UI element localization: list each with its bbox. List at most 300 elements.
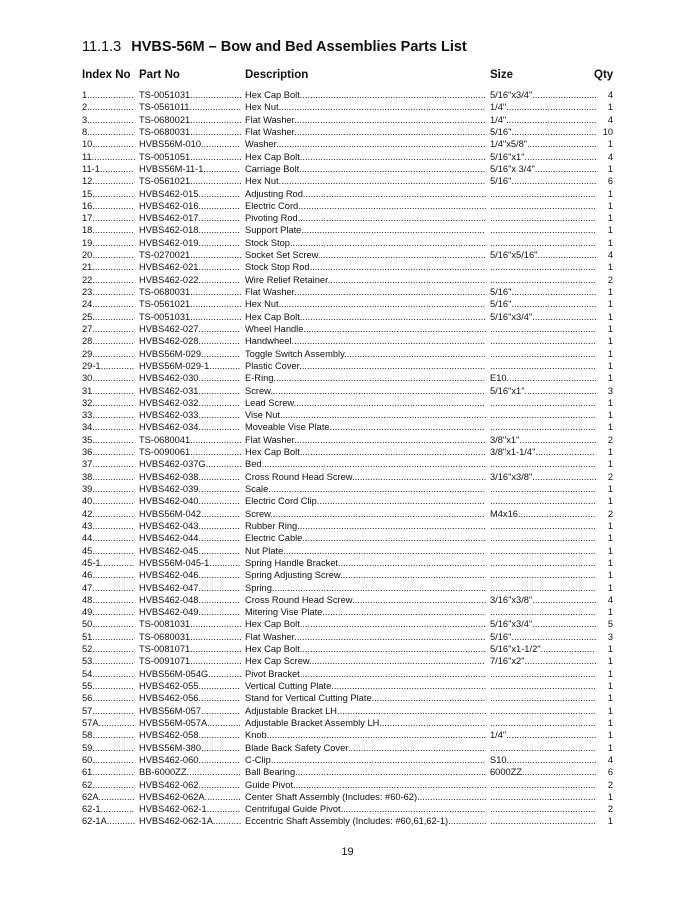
index-cell: 61................ [82, 767, 134, 778]
part-no-cell: HVBS462-033................ [139, 410, 240, 421]
section-number: 11.1.3 [82, 39, 122, 55]
part-no-cell: HVBS462-055................ [139, 681, 240, 691]
table-row [0, 212, 695, 224]
size-cell: ......................................... [490, 570, 596, 581]
part-no-cell: HVBS462-022................ [139, 274, 240, 285]
qty-cell: 1 [607, 299, 613, 310]
index-cell: 51................ [82, 631, 134, 642]
qty-cell: 1 [607, 520, 613, 531]
qty-cell: 2 [607, 508, 613, 519]
column-header-part-no: Part No [139, 69, 180, 81]
qty-cell: 1 [607, 644, 613, 655]
description-cell: E-Ring.................................................................................. [245, 373, 486, 384]
part-no-cell: HVBS462-044................ [139, 533, 240, 544]
part-no-cell: HVBS462-040................ [139, 496, 240, 507]
qty-cell: 1 [607, 705, 613, 716]
qty-cell: 3 [607, 385, 613, 396]
index-cell: 24................ [82, 299, 134, 310]
description-cell: Eccentric Shaft Assembly (Includes: #60,61,62-1)............... [245, 816, 487, 827]
description-cell: Centrifugal Guide Pivot........................................................ [245, 804, 486, 815]
part-no-cell: TS-0561021.................... [139, 176, 242, 187]
part-no-cell: HVBS462-034................ [139, 422, 240, 433]
description-cell: Adjusting Rod....................................................................... [245, 188, 487, 199]
size-cell: ......................................... [490, 422, 596, 433]
column-header-index: Index No [82, 69, 131, 81]
size-cell: 1/4"................................... [490, 730, 597, 741]
table-row [0, 151, 695, 163]
size-cell: M4x16.............................. [490, 508, 596, 519]
part-no-cell: HVBS462-043................ [139, 520, 240, 531]
description-cell: Hex Cap Bolt........................................................................ [245, 90, 486, 100]
table-row [0, 495, 695, 507]
column-header-qty: Qty [594, 69, 614, 81]
qty-cell: 1 [607, 262, 613, 273]
part-no-cell: TS-0561011.................... [139, 102, 242, 113]
description-cell: Vise Nut................................................................................ [245, 410, 487, 421]
size-cell: ......................................... [490, 323, 596, 334]
index-cell: 37................ [82, 459, 134, 470]
index-cell: 46................ [82, 570, 134, 581]
table-row [0, 249, 695, 261]
index-cell: 48................ [82, 594, 134, 605]
qty-cell: 6 [607, 176, 613, 187]
part-no-cell: HVBS56M-029............... [139, 348, 240, 359]
size-cell: ......................................... [490, 705, 596, 716]
table-row [0, 557, 695, 569]
description-cell: Mitering Vise Plate............................................................... [245, 607, 486, 618]
part-no-cell: TS-0680031.................... [139, 126, 242, 137]
table-row [0, 717, 695, 729]
part-no-cell: HVBS56M-057............... [139, 705, 240, 716]
size-cell: ......................................... [490, 582, 596, 593]
table-row [0, 655, 695, 667]
table-row [0, 815, 695, 827]
qty-cell: 1 [607, 557, 613, 568]
part-no-cell: HVBS462-062-1............. [139, 804, 241, 815]
qty-cell: 3 [607, 631, 613, 642]
description-cell: Flat Washer.......................................................................... [245, 434, 486, 445]
description-cell: Screw................................................................................... [245, 508, 485, 519]
part-no-cell: BB-6000ZZ..................... [139, 767, 241, 778]
description-cell: Hex Cap Bolt........................................................................ [245, 447, 486, 458]
part-no-cell: HVBS462-017................ [139, 213, 240, 224]
description-cell: Flat Washer.......................................................................... [245, 287, 486, 297]
index-cell: 38................ [82, 471, 134, 482]
size-cell: ......................................... [490, 237, 596, 248]
description-cell: Stock Stop Rod.................................................................... [245, 262, 486, 273]
table-row [0, 779, 695, 791]
qty-cell: 2 [607, 804, 613, 815]
table-row [0, 680, 695, 692]
column-header-size: Size [490, 69, 514, 81]
size-cell: ......................................... [490, 188, 596, 199]
size-cell: ......................................... [490, 213, 596, 224]
table-row [0, 483, 695, 495]
table-row [0, 237, 695, 249]
description-cell: Cross Round Head Screw.................................................... [245, 594, 487, 605]
qty-cell: 1 [607, 163, 613, 174]
index-cell: 30................ [82, 373, 134, 384]
size-cell: 5/16"x1"............................ [490, 385, 597, 396]
description-cell: Pivoting Rod......................................................................... [245, 213, 487, 224]
description-cell: Nut Plate.............................................................................. [245, 545, 485, 556]
table-row [0, 458, 695, 470]
table-row [0, 323, 695, 335]
qty-cell: 1 [607, 447, 613, 458]
part-no-cell: HVBS462-019................ [139, 237, 240, 248]
qty-cell: 1 [607, 373, 613, 384]
description-cell: Plastic Cover........................................................................ [245, 360, 486, 371]
table-row [0, 286, 695, 298]
index-cell: 16................ [82, 200, 134, 211]
index-cell: 33................ [82, 410, 134, 421]
table-row [0, 421, 695, 433]
size-cell: 1/4"x5/8"........................... [490, 139, 597, 150]
table-row [0, 532, 695, 544]
size-cell: 3/8"x1-1/4"....................... [490, 447, 595, 458]
description-cell: Cross Round Head Screw.................................................... [245, 471, 487, 482]
qty-cell: 4 [607, 250, 613, 261]
table-row [0, 705, 695, 717]
qty-cell: 10 [602, 126, 613, 137]
index-cell: 45................ [82, 545, 134, 556]
table-row [0, 372, 695, 384]
qty-cell: 1 [607, 681, 613, 691]
index-cell: 43................ [82, 520, 134, 531]
table-row [0, 434, 695, 446]
size-cell: ......................................... [490, 717, 596, 728]
description-cell: Hex Cap Bolt........................................................................ [245, 619, 486, 630]
index-cell: 62-1A........... [82, 816, 136, 827]
description-cell: Flat Washer.......................................................................... [245, 126, 486, 137]
description-cell: Washer................................................................................. [245, 139, 486, 150]
part-no-cell: HVBS462-027................ [139, 323, 240, 334]
index-cell: 12................ [82, 176, 134, 187]
index-cell: 29-1............. [82, 360, 135, 371]
index-cell: 47................ [82, 582, 134, 593]
index-cell: 29................ [82, 348, 134, 359]
qty-cell: 1 [607, 533, 613, 544]
part-no-cell: HVBS462-046................ [139, 570, 240, 581]
index-cell: 25................ [82, 311, 134, 322]
description-cell: Adjustable Bracket Assembly LH......................................... [245, 717, 486, 728]
size-cell: ......................................... [490, 668, 596, 679]
size-cell: ......................................... [490, 200, 596, 211]
qty-cell: 1 [607, 496, 613, 507]
index-cell: 22................ [82, 274, 134, 285]
qty-cell: 4 [607, 594, 613, 605]
size-cell: 5/16"................................. [490, 287, 597, 297]
index-cell: 21................ [82, 262, 134, 273]
description-cell: Spring Adjusting Screw........................................................ [245, 570, 485, 581]
section-heading [82, 39, 467, 55]
table-row [0, 594, 695, 606]
part-no-cell: HVBS462-060................ [139, 754, 240, 765]
size-cell: S10................................... [490, 754, 597, 765]
size-cell: 5/16"................................. [490, 176, 597, 187]
table-row [0, 385, 695, 397]
size-cell: 1/4"................................... [490, 102, 597, 113]
index-cell: 62................ [82, 779, 134, 790]
qty-cell: 6 [607, 767, 613, 778]
part-no-cell: HVBS56M-045-1............ [139, 557, 241, 568]
part-no-cell: TS-0561021.................... [139, 299, 242, 310]
table-row [0, 446, 695, 458]
description-cell: Center Shaft Assembly (Includes: #60-62)........................... [245, 791, 487, 802]
part-no-cell: HVBS462-030................ [139, 373, 240, 384]
size-cell: ......................................... [490, 607, 596, 618]
parts-table [0, 89, 695, 828]
description-cell: Carriage Bolt........................................................................ [245, 163, 486, 174]
index-cell: 60................ [82, 754, 134, 765]
description-cell: Adjustable Bracket LH.......................................................... [245, 705, 487, 716]
index-cell: 58................ [82, 730, 134, 741]
index-cell: 56................ [82, 693, 134, 704]
qty-cell: 1 [607, 816, 613, 827]
part-no-cell: HVBS56M-010............... [139, 139, 240, 150]
size-cell: 5/16"x3/4"......................... [490, 90, 597, 100]
description-cell: Wheel Handle....................................................................... [245, 323, 487, 334]
size-cell: ......................................... [490, 262, 596, 273]
table-row [0, 188, 695, 200]
index-cell: 3.................. [82, 114, 134, 125]
part-no-cell: HVBS462-062-1A........... [139, 816, 242, 827]
qty-cell: 4 [607, 754, 613, 765]
description-cell: Hex Nut................................................................................ [245, 176, 486, 187]
description-cell: Stock Stop............................................................................ [245, 237, 487, 248]
index-cell: 62A.............. [82, 791, 135, 802]
description-cell: Ball Bearing.......................................................................... [245, 767, 487, 778]
index-cell: 18................ [82, 225, 134, 236]
index-cell: 2.................. [82, 102, 134, 113]
size-cell: 5/16"x3/4"......................... [490, 619, 597, 630]
part-no-cell: HVBS462-045................ [139, 545, 240, 556]
part-no-cell: TS-0090061.................... [139, 447, 242, 458]
index-cell: 23................ [82, 287, 134, 297]
table-row [0, 114, 695, 126]
description-cell: Toggle Switch Assembly....................................................... [245, 348, 487, 359]
index-cell: 45-1............. [82, 557, 135, 568]
table-row [0, 471, 695, 483]
table-row [0, 311, 695, 323]
part-no-cell: HVBS462-048................ [139, 594, 240, 605]
description-cell: Rubber Ring......................................................................... [245, 520, 486, 531]
description-cell: Handwheel........................................................................... [245, 336, 486, 347]
size-cell: 5/16"x3/4"......................... [490, 311, 597, 322]
index-cell: 10................ [82, 139, 134, 150]
description-cell: C-Clip................................................................................... [245, 754, 486, 765]
index-cell: 34................ [82, 422, 134, 433]
index-cell: 44................ [82, 533, 134, 544]
table-row [0, 582, 695, 594]
index-cell: 39................ [82, 484, 134, 494]
table-row [0, 742, 695, 754]
qty-cell: 1 [607, 348, 613, 359]
size-cell: 5/16"x5/16"....................... [490, 250, 597, 261]
qty-cell: 1 [607, 225, 613, 236]
qty-cell: 1 [607, 717, 613, 728]
index-cell: 55................ [82, 681, 134, 691]
table-row [0, 803, 695, 815]
description-cell: Scale.................................................................................... [245, 484, 486, 494]
qty-cell: 1 [607, 570, 613, 581]
part-no-cell: TS-0680021.................... [139, 114, 242, 125]
qty-cell: 1 [607, 791, 613, 802]
qty-cell: 1 [607, 742, 613, 753]
part-no-cell: HVBS56M-042............... [139, 508, 240, 519]
size-cell: ......................................... [490, 225, 596, 236]
part-no-cell: HVBS462-015................ [139, 188, 240, 199]
index-cell: 57A.............. [82, 717, 135, 728]
description-cell: Spring................................................................................... [245, 582, 487, 593]
description-cell: Pivot Bracket........................................................................ [245, 668, 486, 679]
table-row [0, 397, 695, 409]
part-no-cell: HVBS462-058................ [139, 730, 240, 741]
description-cell: Electric Cord Clip................................................................. [245, 496, 485, 507]
description-cell: Support Plate....................................................................... [245, 225, 485, 236]
qty-cell: 1 [607, 422, 613, 433]
part-no-cell: TS-0051031.................... [139, 311, 242, 322]
size-cell: 1/4"................................... [490, 114, 597, 125]
description-cell: Hex Cap Screw.................................................................... [245, 656, 485, 667]
part-no-cell: TS-0051051.................... [139, 151, 242, 162]
qty-cell: 1 [607, 311, 613, 322]
qty-cell: 1 [607, 656, 613, 667]
qty-cell: 1 [607, 102, 613, 113]
qty-cell: 2 [607, 779, 613, 790]
index-cell: 27................ [82, 323, 134, 334]
description-cell: Bed....................................................................................... [245, 459, 487, 470]
part-no-cell: HVBS56M-380............... [139, 742, 240, 753]
description-cell: Electric Cable....................................................................... [245, 533, 486, 544]
description-cell: Screw................................................................................... [245, 385, 485, 396]
part-no-cell: HVBS462-062A.............. [139, 791, 241, 802]
part-no-cell: TS-0051031.................... [139, 90, 242, 100]
size-cell: 7/16"x2"............................ [490, 656, 597, 667]
description-cell: Knob..................................................................................... [245, 730, 487, 741]
table-row [0, 348, 695, 360]
table-row [0, 126, 695, 138]
qty-cell: 1 [607, 323, 613, 334]
table-row [0, 200, 695, 212]
size-cell: E10................................... [490, 373, 597, 384]
table-row [0, 766, 695, 778]
index-cell: 62-1............. [82, 804, 135, 815]
qty-cell: 1 [607, 200, 613, 211]
qty-cell: 4 [607, 114, 613, 125]
table-row [0, 298, 695, 310]
qty-cell: 1 [607, 582, 613, 593]
part-no-cell: HVBS462-047................ [139, 582, 240, 593]
part-no-cell: HVBS462-056................ [139, 693, 240, 704]
qty-cell: 4 [607, 151, 613, 162]
table-row [0, 545, 695, 557]
part-no-cell: HVBS462-062................ [139, 779, 240, 790]
index-cell: 17................ [82, 213, 134, 224]
size-cell: ......................................... [490, 681, 596, 691]
qty-cell: 2 [607, 471, 613, 482]
qty-cell: 1 [607, 213, 613, 224]
size-cell: 3/16"x3/8"......................... [490, 594, 597, 605]
qty-cell: 1 [607, 545, 613, 556]
size-cell: ......................................... [490, 791, 596, 802]
size-cell: 5/16"x1-1/2"..................... [490, 644, 595, 655]
qty-cell: 1 [607, 668, 613, 679]
index-cell: 53................ [82, 656, 134, 667]
index-cell: 32................ [82, 397, 134, 408]
size-cell: 6000ZZ............................. [490, 767, 597, 778]
description-cell: Guide Pivot........................................................................... [245, 779, 487, 790]
part-no-cell: TS-0081071.................... [139, 644, 242, 655]
table-row [0, 520, 695, 532]
size-cell: ......................................... [490, 459, 596, 470]
table-row [0, 335, 695, 347]
table-row [0, 754, 695, 766]
qty-cell: 1 [607, 410, 613, 421]
description-cell: Hex Nut................................................................................ [245, 299, 486, 310]
description-cell: Vertical Cutting Plate............................................................ [245, 681, 487, 691]
size-cell: 5/16"x1"............................ [490, 151, 597, 162]
size-cell: 5/16"x 3/4"........................ [490, 163, 597, 174]
part-no-cell: HVBS462-028................ [139, 336, 240, 347]
description-cell: Socket Set Screw................................................................. [245, 250, 486, 261]
description-cell: Flat Washer.......................................................................... [245, 114, 486, 125]
table-row [0, 224, 695, 236]
part-no-cell: TS-0680041.................... [139, 434, 242, 445]
page-number: 19 [341, 846, 354, 858]
qty-cell: 1 [607, 360, 613, 371]
part-no-cell: HVBS56M-054G............. [139, 668, 242, 679]
qty-cell: 1 [607, 287, 613, 297]
index-cell: 8.................. [82, 126, 134, 137]
description-cell: Flat Washer.......................................................................... [245, 631, 486, 642]
size-cell: 5/16"................................. [490, 299, 597, 310]
description-cell: Electric Cord......................................................................... [245, 200, 487, 211]
part-no-cell: HVBS56M-057A............. [139, 717, 241, 728]
part-no-cell: TS-0680031.................... [139, 631, 242, 642]
table-row [0, 163, 695, 175]
description-cell: Blade Back Safety Cover..................................................... [245, 742, 485, 753]
size-cell: 5/16"................................. [490, 126, 597, 137]
part-no-cell: HVBS462-018................ [139, 225, 240, 236]
index-cell: 11................. [82, 151, 136, 162]
qty-cell: 2 [607, 434, 613, 445]
part-no-cell: HVBS462-037G.............. [139, 459, 242, 470]
index-cell: 36................ [82, 447, 134, 458]
size-cell: ......................................... [490, 410, 596, 421]
description-cell: Hex Cap Bolt........................................................................ [245, 644, 486, 655]
table-row [0, 175, 695, 187]
part-no-cell: HVBS462-038................ [139, 471, 240, 482]
table-row [0, 729, 695, 741]
part-no-cell: TS-0680031.................... [139, 287, 242, 297]
part-no-cell: TS-0091071.................... [139, 656, 242, 667]
size-cell: ......................................... [490, 336, 596, 347]
description-cell: Stand for Vertical Cutting Plate............................................ [245, 693, 486, 704]
table-row [0, 508, 695, 520]
index-cell: 54................ [82, 668, 134, 679]
qty-cell: 5 [607, 619, 613, 630]
size-cell: 3/8"x1".............................. [490, 434, 597, 445]
size-cell: ......................................... [490, 348, 596, 359]
size-cell: ......................................... [490, 545, 596, 556]
part-no-cell: TS-0270021.................... [139, 250, 242, 261]
table-row [0, 261, 695, 273]
part-no-cell: TS-0081031.................... [139, 619, 242, 630]
table-row [0, 606, 695, 618]
index-cell: 40................ [82, 496, 134, 507]
part-no-cell: HVBS56M-11-1.............. [139, 163, 240, 174]
